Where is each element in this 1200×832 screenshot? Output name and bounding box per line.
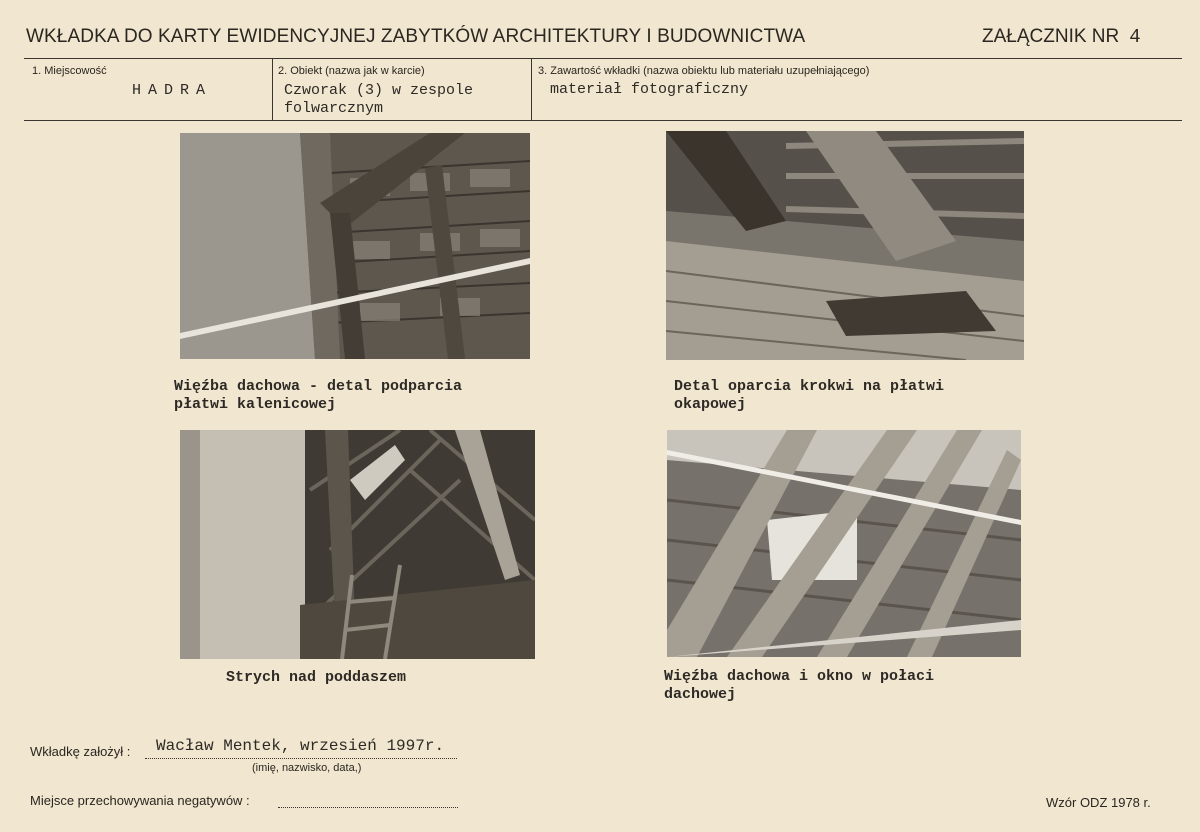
attachment-label: ZAŁĄCZNIK NR [982,26,1120,47]
photo-caption-line: okapowej [674,396,747,413]
card-title: WKŁADKA DO KARTY EWIDENCYJNEJ ZABYTKÓW ARCHITEKTURY I BUDOWNICTWA [26,26,806,47]
author-value: Wacław Mentek, wrzesień 1997r. [156,737,445,755]
photo-caption-line: Detal oparcia krokwi na płatwi [674,378,945,395]
field-divider [272,58,273,120]
object-label: 2. Obiekt (nazwa jak w karcie) [278,65,425,77]
header-rule-top [24,58,1182,59]
object-value-line: folwarcznym [284,100,384,117]
photo-attic-above-loft [180,430,535,659]
photo-caption [674,378,944,414]
object-value-line: Czworak (3) w zespole [284,82,474,99]
author-label: Wkładkę założył : [30,744,131,759]
content-label: 3. Zawartość wkładki (nazwa obiektu lub materiału uzupełniającego) [538,65,870,77]
photo-caption-line: Więźba dachowa i okno w połaci [664,668,935,685]
photo-roof-truss-window [667,430,1021,657]
field-divider [531,58,532,120]
negatives-label: Miejsce przechowywania negatywów : [30,793,250,808]
photo-rafter-eaves-purlin [666,131,1024,360]
photo-caption-line: dachowej [664,686,737,703]
locality-label: 1. Miejscowość [32,65,107,77]
object-value [284,82,473,118]
locality-value: HADRA [132,82,213,99]
photo-caption-line: płatwi kalenicowej [174,396,337,413]
content-value: materiał fotograficzny [550,81,749,98]
author-dotted-line [145,757,457,759]
photo-caption-line: Więźba dachowa - detal podparcia [174,378,463,395]
negatives-dotted-line [278,806,458,808]
photo-caption [174,378,462,414]
header-rule-bottom [24,120,1182,121]
photo-caption-line: Strych nad poddaszem [226,669,407,686]
attachment-number [982,26,1141,48]
photo-rafter-ridge-support [180,133,530,359]
photo-caption [664,668,934,704]
author-hint: (imię, nazwisko, data,) [252,762,362,774]
attachment-number-value: 4 [1129,26,1141,48]
photo-caption [226,669,406,687]
template-note: Wzór ODZ 1978 r. [1046,795,1151,810]
